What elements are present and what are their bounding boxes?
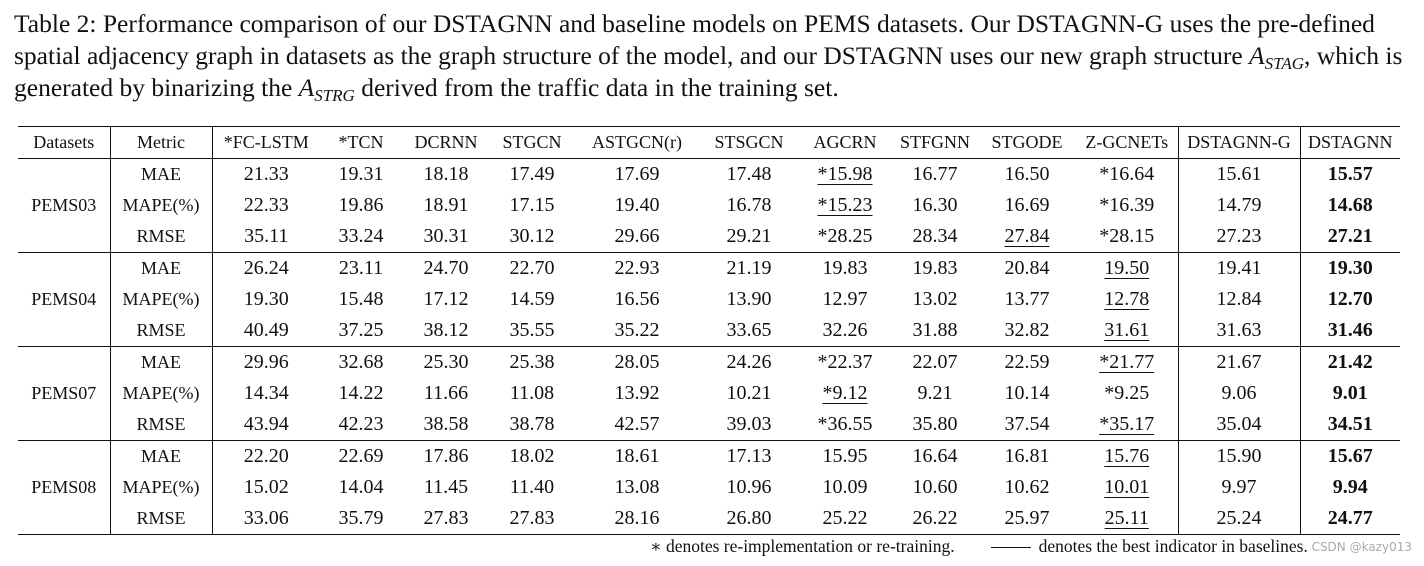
column-header: *FC-LSTM (223, 132, 309, 152)
table-cell: 23.11 (338, 257, 384, 279)
table-cell: 18.02 (509, 445, 555, 467)
table-row (18, 159, 1400, 191)
metric-label: RMSE (110, 503, 212, 535)
table-cell: 13.08 (614, 476, 660, 498)
column-header: ASTGCN(r) (592, 132, 682, 152)
table-cell: 22.59 (1004, 351, 1050, 373)
table-cell (1076, 472, 1178, 503)
table-cell: 30.31 (423, 225, 469, 247)
table-cell: 15.95 (822, 445, 868, 467)
table-cell: 26.24 (243, 257, 289, 279)
table-cell: 14.68 (1327, 194, 1373, 216)
table-cell: 31.46 (1327, 319, 1373, 341)
table-cell: 10.96 (726, 476, 772, 498)
table-cell: 20.84 (1004, 257, 1050, 279)
table-cell: 9.97 (1178, 472, 1300, 503)
best-baseline-value: *15.23 (817, 194, 873, 216)
table-cell: 34.51 (1327, 413, 1373, 435)
dataset-group-pems07 (18, 347, 1400, 441)
table-cell: 32.26 (822, 319, 868, 341)
table-row (18, 221, 1400, 253)
column-header: DSTAGNN-G (1178, 127, 1300, 159)
best-baseline-value: 10.01 (1104, 476, 1150, 498)
table-cell: 12.84 (1178, 284, 1300, 315)
metric-label: MAPE(%) (110, 378, 212, 409)
table-cell: 29.66 (614, 225, 660, 247)
table-cell (1076, 409, 1178, 441)
table-cell: *28.25 (817, 225, 873, 247)
metric-label: RMSE (110, 221, 212, 253)
dataset-group-pems03 (18, 159, 1400, 253)
table-cell: 21.33 (243, 163, 289, 185)
column-header: STGCN (502, 132, 562, 152)
table-cell: 17.86 (423, 445, 469, 467)
table-cell: 38.12 (423, 319, 469, 341)
column-header: Datasets (33, 132, 95, 152)
metric-label: RMSE (110, 409, 212, 441)
column-header: Metric (110, 127, 212, 159)
table-cell: 10.21 (726, 382, 772, 404)
table-cell: 28.16 (614, 507, 660, 529)
table-cell: 16.78 (726, 194, 772, 216)
table-cell: *22.37 (817, 351, 873, 373)
table-caption (14, 8, 1410, 104)
table-cell: 9.94 (1332, 476, 1368, 498)
table-cell: 13.92 (614, 382, 660, 404)
column-header: Z-GCNETs (1085, 132, 1169, 152)
caption-text-3: derived from the traffic data in the training set. (354, 73, 839, 102)
table-cell: 35.11 (244, 225, 289, 247)
table-cell: 22.33 (243, 194, 289, 216)
table-cell: *28.15 (1099, 225, 1155, 247)
table-cell (798, 159, 892, 191)
table-cell: 25.38 (509, 351, 555, 373)
table-cell: 21.19 (726, 257, 772, 279)
table-cell: 11.40 (509, 476, 555, 498)
table-row (18, 503, 1400, 535)
metric-label: MAPE(%) (110, 472, 212, 503)
table-row (18, 315, 1400, 347)
table-cell: 35.55 (509, 319, 555, 341)
table-row (18, 284, 1400, 315)
table-cell: 37.25 (338, 319, 384, 341)
table-cell: 13.90 (726, 288, 772, 310)
metric-label: MAE (110, 159, 212, 191)
table-cell: 31.88 (912, 319, 958, 341)
table-cell: 19.30 (1327, 257, 1373, 279)
table-cell: 19.83 (912, 257, 958, 279)
table-cell: 42.57 (614, 413, 660, 435)
table-cell: 12.70 (1327, 288, 1373, 310)
table-cell (1076, 347, 1178, 379)
table-cell: 27.21 (1327, 225, 1373, 247)
column-header: STGODE (991, 132, 1063, 152)
metric-label: MAE (110, 441, 212, 473)
table-cell: 19.41 (1178, 253, 1300, 285)
table-cell: 16.50 (1004, 163, 1050, 185)
results-table (18, 126, 1400, 535)
table-cell (1076, 315, 1178, 347)
table-cell: 16.69 (1004, 194, 1050, 216)
best-baseline-value: 31.61 (1104, 319, 1150, 341)
table-cell: 26.80 (726, 507, 772, 529)
best-baseline-value: *15.98 (817, 163, 873, 185)
table-cell: 11.45 (423, 476, 469, 498)
table-cell: *9.25 (1104, 382, 1150, 404)
best-baseline-value: 12.78 (1104, 288, 1150, 310)
metric-label: MAPE(%) (110, 284, 212, 315)
table-cell: 33.24 (338, 225, 384, 247)
table-cell: 22.07 (912, 351, 958, 373)
table-cell (1076, 503, 1178, 535)
table-cell: 29.21 (726, 225, 772, 247)
best-baseline-value: 25.11 (1104, 507, 1149, 529)
table-cell: 35.80 (912, 413, 958, 435)
table-cell: 25.24 (1178, 503, 1300, 535)
table-cell: 15.90 (1178, 441, 1300, 473)
table-cell: 30.12 (509, 225, 555, 247)
table-cell: 17.69 (614, 163, 660, 185)
table-cell: 17.15 (509, 194, 555, 216)
table-cell (1076, 253, 1178, 285)
table-cell: 15.48 (338, 288, 384, 310)
table-cell: 19.31 (338, 163, 384, 185)
table-cell: 14.34 (243, 382, 289, 404)
table-cell: 15.57 (1327, 163, 1373, 185)
dataset-label: PEMS03 (31, 195, 97, 215)
table-cell: 42.23 (338, 413, 384, 435)
table-cell: 18.91 (423, 194, 469, 216)
table-cell: 17.49 (509, 163, 555, 185)
table-cell: 21.42 (1327, 351, 1373, 373)
table-cell: 27.23 (1178, 221, 1300, 253)
table-cell: 28.05 (614, 351, 660, 373)
table-cell: 32.82 (1004, 319, 1050, 341)
table-cell: 13.77 (1004, 288, 1050, 310)
table-cell: 12.97 (822, 288, 868, 310)
table-cell: 25.30 (423, 351, 469, 373)
table-cell: 26.22 (912, 507, 958, 529)
header-row (18, 127, 1400, 159)
table-cell (798, 378, 892, 409)
table-cell (798, 190, 892, 221)
table-cell: 15.67 (1327, 445, 1373, 467)
footnote-star: ∗ (650, 537, 662, 556)
table-cell: 14.22 (338, 382, 384, 404)
table-cell: 9.21 (917, 382, 953, 404)
table-cell: 33.06 (243, 507, 289, 529)
table-cell: 25.97 (1004, 507, 1050, 529)
table-row (18, 378, 1400, 409)
table-cell: 22.93 (614, 257, 660, 279)
column-header: DCRNN (414, 132, 478, 152)
dataset-group-pems08 (18, 441, 1400, 535)
table-cell: 16.56 (614, 288, 660, 310)
table-cell: 38.58 (423, 413, 469, 435)
metric-label: MAPE(%) (110, 190, 212, 221)
best-baseline-value: *35.17 (1099, 413, 1155, 435)
footnote-underline-sample (991, 547, 1031, 548)
table-cell: *36.55 (817, 413, 873, 435)
best-baseline-value: 27.84 (1004, 225, 1050, 247)
table-cell: 31.63 (1178, 315, 1300, 347)
column-header: STSGCN (714, 132, 784, 152)
table-cell: 38.78 (509, 413, 555, 435)
table-cell: 22.70 (509, 257, 555, 279)
table-cell: 18.18 (423, 163, 469, 185)
table-cell: 24.77 (1327, 507, 1373, 529)
table-row (18, 347, 1400, 379)
table-cell: 21.67 (1178, 347, 1300, 379)
table-cell: 25.22 (822, 507, 868, 529)
table-cell: 22.20 (243, 445, 289, 467)
footnote-star-text: denotes re-implementation or re-training. (661, 536, 955, 556)
footnote (650, 536, 1308, 557)
table-cell: 10.14 (1004, 382, 1050, 404)
table-cell (1076, 441, 1178, 473)
table-cell: 19.30 (243, 288, 289, 310)
table-row (18, 472, 1400, 503)
table-cell: 15.02 (243, 476, 289, 498)
best-baseline-value: *9.12 (822, 382, 868, 404)
column-header: STFGNN (899, 132, 970, 152)
table-cell: 28.34 (912, 225, 958, 247)
caption-symbol-astrg: $A_{STRG}$ (298, 73, 355, 105)
footnote-underline-text: denotes the best indicator in baselines. (1038, 536, 1308, 556)
table-cell: 19.83 (822, 257, 868, 279)
table-cell: 22.69 (338, 445, 384, 467)
table-cell: 24.26 (726, 351, 772, 373)
table-row (18, 253, 1400, 285)
table-cell: 16.81 (1004, 445, 1050, 467)
caption-text-1: Table 2: Performance comparison of our DSTAGNN and baseline models on PEMS datasets. Our DSTAGNN-G uses the pre-defined spatial adjacency graph in datasets as the graph structure of the model, and our DSTAGNN uses our new graph structure (14, 9, 1375, 70)
table-cell: 43.94 (243, 413, 289, 435)
table-cell: 27.83 (423, 507, 469, 529)
table-header (18, 127, 1400, 159)
table-row (18, 190, 1400, 221)
best-baseline-value: 19.50 (1104, 257, 1150, 279)
table-cell: 9.06 (1178, 378, 1300, 409)
table-row (18, 409, 1400, 441)
table-cell: 33.65 (726, 319, 772, 341)
table-cell: 13.02 (912, 288, 958, 310)
dataset-label: PEMS04 (31, 289, 97, 309)
watermark: CSDN @kazy013 (1311, 540, 1412, 554)
table-cell: 37.54 (1004, 413, 1050, 435)
table-cell: 24.70 (423, 257, 469, 279)
table-row (18, 441, 1400, 473)
table-cell: 17.12 (423, 288, 469, 310)
table-cell: 27.83 (509, 507, 555, 529)
table-cell: *16.64 (1099, 163, 1155, 185)
table-cell: 14.04 (338, 476, 384, 498)
table-cell: 10.09 (822, 476, 868, 498)
table-cell: 35.79 (338, 507, 384, 529)
table-cell: 14.79 (1178, 190, 1300, 221)
dataset-group-pems04 (18, 253, 1400, 347)
table-cell: 29.96 (243, 351, 289, 373)
metric-label: MAE (110, 347, 212, 379)
table-cell: 19.40 (614, 194, 660, 216)
table-cell: 16.77 (912, 163, 958, 185)
table-cell: 17.48 (726, 163, 772, 185)
table-cell: 16.64 (912, 445, 958, 467)
table-cell: 32.68 (338, 351, 384, 373)
column-header: AGCRN (813, 132, 877, 152)
table-cell: 35.22 (614, 319, 660, 341)
table-cell (978, 221, 1076, 253)
table-cell (1076, 284, 1178, 315)
table-cell: *16.39 (1099, 194, 1155, 216)
table-cell: 18.61 (614, 445, 660, 467)
column-header: DSTAGNN (1307, 132, 1393, 152)
best-baseline-value: *21.77 (1099, 351, 1155, 373)
caption-symbol-astag: $A_{STAG}$ (1249, 41, 1304, 73)
metric-label: RMSE (110, 315, 212, 347)
table-cell: 14.59 (509, 288, 555, 310)
dataset-label: PEMS08 (31, 477, 97, 497)
metric-label: MAE (110, 253, 212, 285)
dataset-label: PEMS07 (31, 383, 97, 403)
table-cell: 19.86 (338, 194, 384, 216)
table-cell: 10.60 (912, 476, 958, 498)
best-baseline-value: 15.76 (1104, 445, 1150, 467)
table-cell: 40.49 (243, 319, 289, 341)
table-cell: 16.30 (912, 194, 958, 216)
table-cell: 9.01 (1332, 382, 1368, 404)
table-cell: 35.04 (1178, 409, 1300, 441)
table-cell: 17.13 (726, 445, 772, 467)
column-header: *TCN (338, 132, 384, 152)
table-cell: 15.61 (1178, 159, 1300, 191)
table-cell: 39.03 (726, 413, 772, 435)
table-cell: 10.62 (1004, 476, 1050, 498)
table-cell: 11.66 (423, 382, 469, 404)
table-cell: 11.08 (509, 382, 555, 404)
caption-text-2: , which is generated by binarizing the (14, 41, 1403, 102)
